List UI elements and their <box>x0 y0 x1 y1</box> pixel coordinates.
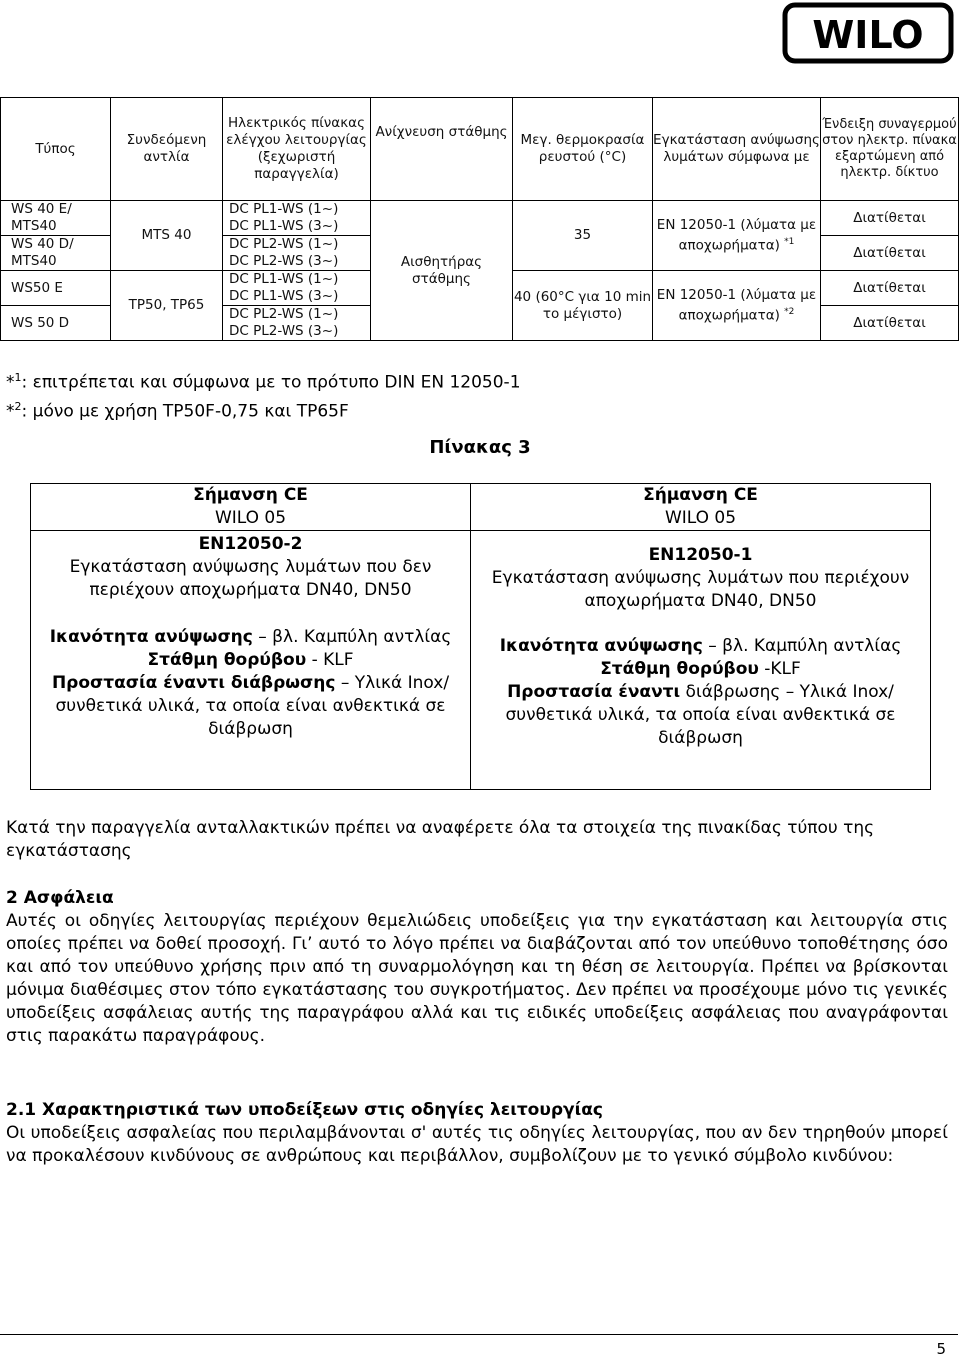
alarm-cell: Διατίθεται <box>821 271 959 306</box>
level-sensor-cell: Αισθητήρας στάθμης <box>371 201 513 341</box>
ce-label-left: Σήμανση CE <box>31 484 471 508</box>
pump-group-1: MTS 40 <box>111 201 223 271</box>
page-number: 5 <box>936 1340 946 1358</box>
wilo-code-right: WILO 05 <box>471 507 931 531</box>
footnotes <box>6 366 521 423</box>
install-cell-2: EN 12050-1 (λύματα με αποχωρήματα) $^{*2}$ <box>653 271 821 341</box>
section-2 <box>6 887 948 1048</box>
ce-detail-right: EN12050-1 Εγκατάσταση ανύψωσης λυμάτων που περιέχουν αποχωρήματα DN40, DN50 Ικανότητα ανύψωσης – βλ. Καμπύλη αντλίας Στάθμη θορύβου -KLF Προστασία έναντι διάβρωσης – Υλικά Inox/ συνθετικά υλικά, τα οποία είναι ανθεκτικά σε διάβρωση <box>471 531 931 790</box>
pump-spec-table <box>0 97 959 341</box>
section-2-text: Αυτές οι οδηγίες λειτουργίας περιέχουν θεμελιώδεις υποδείξεις για την εγκατάσταση και λειτουργία στις οποίες πρέπει να δοθεί προσοχή. Γι’ αυτό το λόγο πρέπει να διαβάζονται από τον υπεύθυνο τοποθέτησης όσο και από τον υπεύθυνο χρήσης πριν από τη συναρμολόγηση και τη θέση σε λειτουργία. Πρέπει να βρίσκονται μόνιμα διαθέσιμες στον τόπο εγκατάστασης του συγκροτήματος. Δεν πρέπει να προσέχουμε μόνο τις γενικές υποδείξεις ασφάλειας αυτής της παραγράφου αλλά και τις ειδικές υποδείξεις ασφάλειας που αναγράφονται στις παρακάτω παραγράφους. <box>6 911 948 1046</box>
type-cell: WS 40 E/ MTS40 <box>1 201 111 236</box>
table-caption: Πίνακας 3 <box>429 437 531 458</box>
section-2-1-heading: 2.1 Χαρακτηριστικά των υποδείξεων στις οδηγίες λειτουργίας <box>6 1100 603 1120</box>
section-2-1-text: Οι υποδείξεις ασφαλείας που περιλαμβάνονται σ' αυτές τις οδηγίες λειτουργίας, που αν δεν τηρηθούν μπορεί να προκαλέσουν κινδύνους σε ανθρώπους και περιβάλλον, συμβολίζουν με το γενικό σύμβολο κινδύνου: <box>6 1123 948 1166</box>
header-level-detect: Ανίχνευση στάθμης <box>371 98 513 201</box>
alarm-cell: Διατίθεται <box>821 201 959 236</box>
header-pump: Συνδεόμενη αντλία <box>111 98 223 201</box>
footer-rule <box>0 1334 958 1335</box>
alarm-cell: Διατίθεται <box>821 306 959 341</box>
wilo-logo <box>782 2 954 64</box>
install-cell-1: EN 12050-1 (λύματα με αποχωρήματα) $^{*1}$ <box>653 201 821 271</box>
wilo-code-left: WILO 05 <box>31 507 471 531</box>
header-alarm: Ένδειξη συναγερμού στον ηλεκτρ. πίνακα εξαρτώμενη από ηλεκτρ. δίκτυο <box>821 98 959 201</box>
temp-cell-2: 40 (60°C για 10 min το μέγιστο) <box>513 271 653 341</box>
section-2-heading: 2 Ασφάλεια <box>6 888 114 908</box>
panel-cell: DC PL1-WS (1~) DC PL1-WS (3~) <box>223 271 371 306</box>
ce-marking-table <box>30 483 931 790</box>
panel-cell: DC PL2-WS (1~) DC PL2-WS (3~) <box>223 236 371 271</box>
ce-detail-left: EN12050-2 Εγκατάσταση ανύψωσης λυμάτων που δεν περιέχουν αποχωρήματα DN40, DN50 Ικανότητα ανύψωσης – βλ. Καμπύλη αντλίας Στάθμη θορύβου - KLF Προστασία έναντι διάβρωσης – Υλικά Inox/ συνθετικά υλικά, τα οποία είναι ανθεκτικά σε διάβρωση <box>31 531 471 790</box>
pump-group-2: TP50, TP65 <box>111 271 223 341</box>
panel-cell: DC PL2-WS (1~) DC PL2-WS (3~) <box>223 306 371 341</box>
header-max-temp: Μεγ. θερμοκρασία ρευστού (°C) <box>513 98 653 201</box>
panel-cell: DC PL1-WS (1~) DC PL1-WS (3~) <box>223 201 371 236</box>
header-install: Εγκατάσταση ανύψωσης λυμάτων σύμφωνα με <box>653 98 821 201</box>
type-cell: WS50 E <box>1 271 111 306</box>
footnote-1: *$^1$: επιτρέπεται και σύμφωνα με το πρότυπο DIN EN 12050-1 <box>6 371 521 393</box>
temp-cell-1: 35 <box>513 201 653 271</box>
section-2-1 <box>6 1099 948 1168</box>
type-cell: WS 40 D/ MTS40 <box>1 236 111 271</box>
ce-label-right: Σήμανση CE <box>471 484 931 508</box>
footnote-2: *$^2$: μόνο με χρήση TP50F-0,75 και TP65F <box>6 399 349 422</box>
header-type: Τύπος <box>1 98 111 201</box>
logo-text: WILO <box>812 13 924 57</box>
order-paragraph: Κατά την παραγγελία ανταλλακτικών πρέπει να αναφέρετε όλα τα στοιχεία της πινακίδας τύπου της εγκατάστασης <box>6 818 875 861</box>
header-panel: Ηλεκτρικός πίνακας ελέγχου λειτουργίας (ξεχωριστή παραγγελία) <box>223 98 371 201</box>
alarm-cell: Διατίθεται <box>821 236 959 271</box>
type-cell: WS 50 D <box>1 306 111 341</box>
